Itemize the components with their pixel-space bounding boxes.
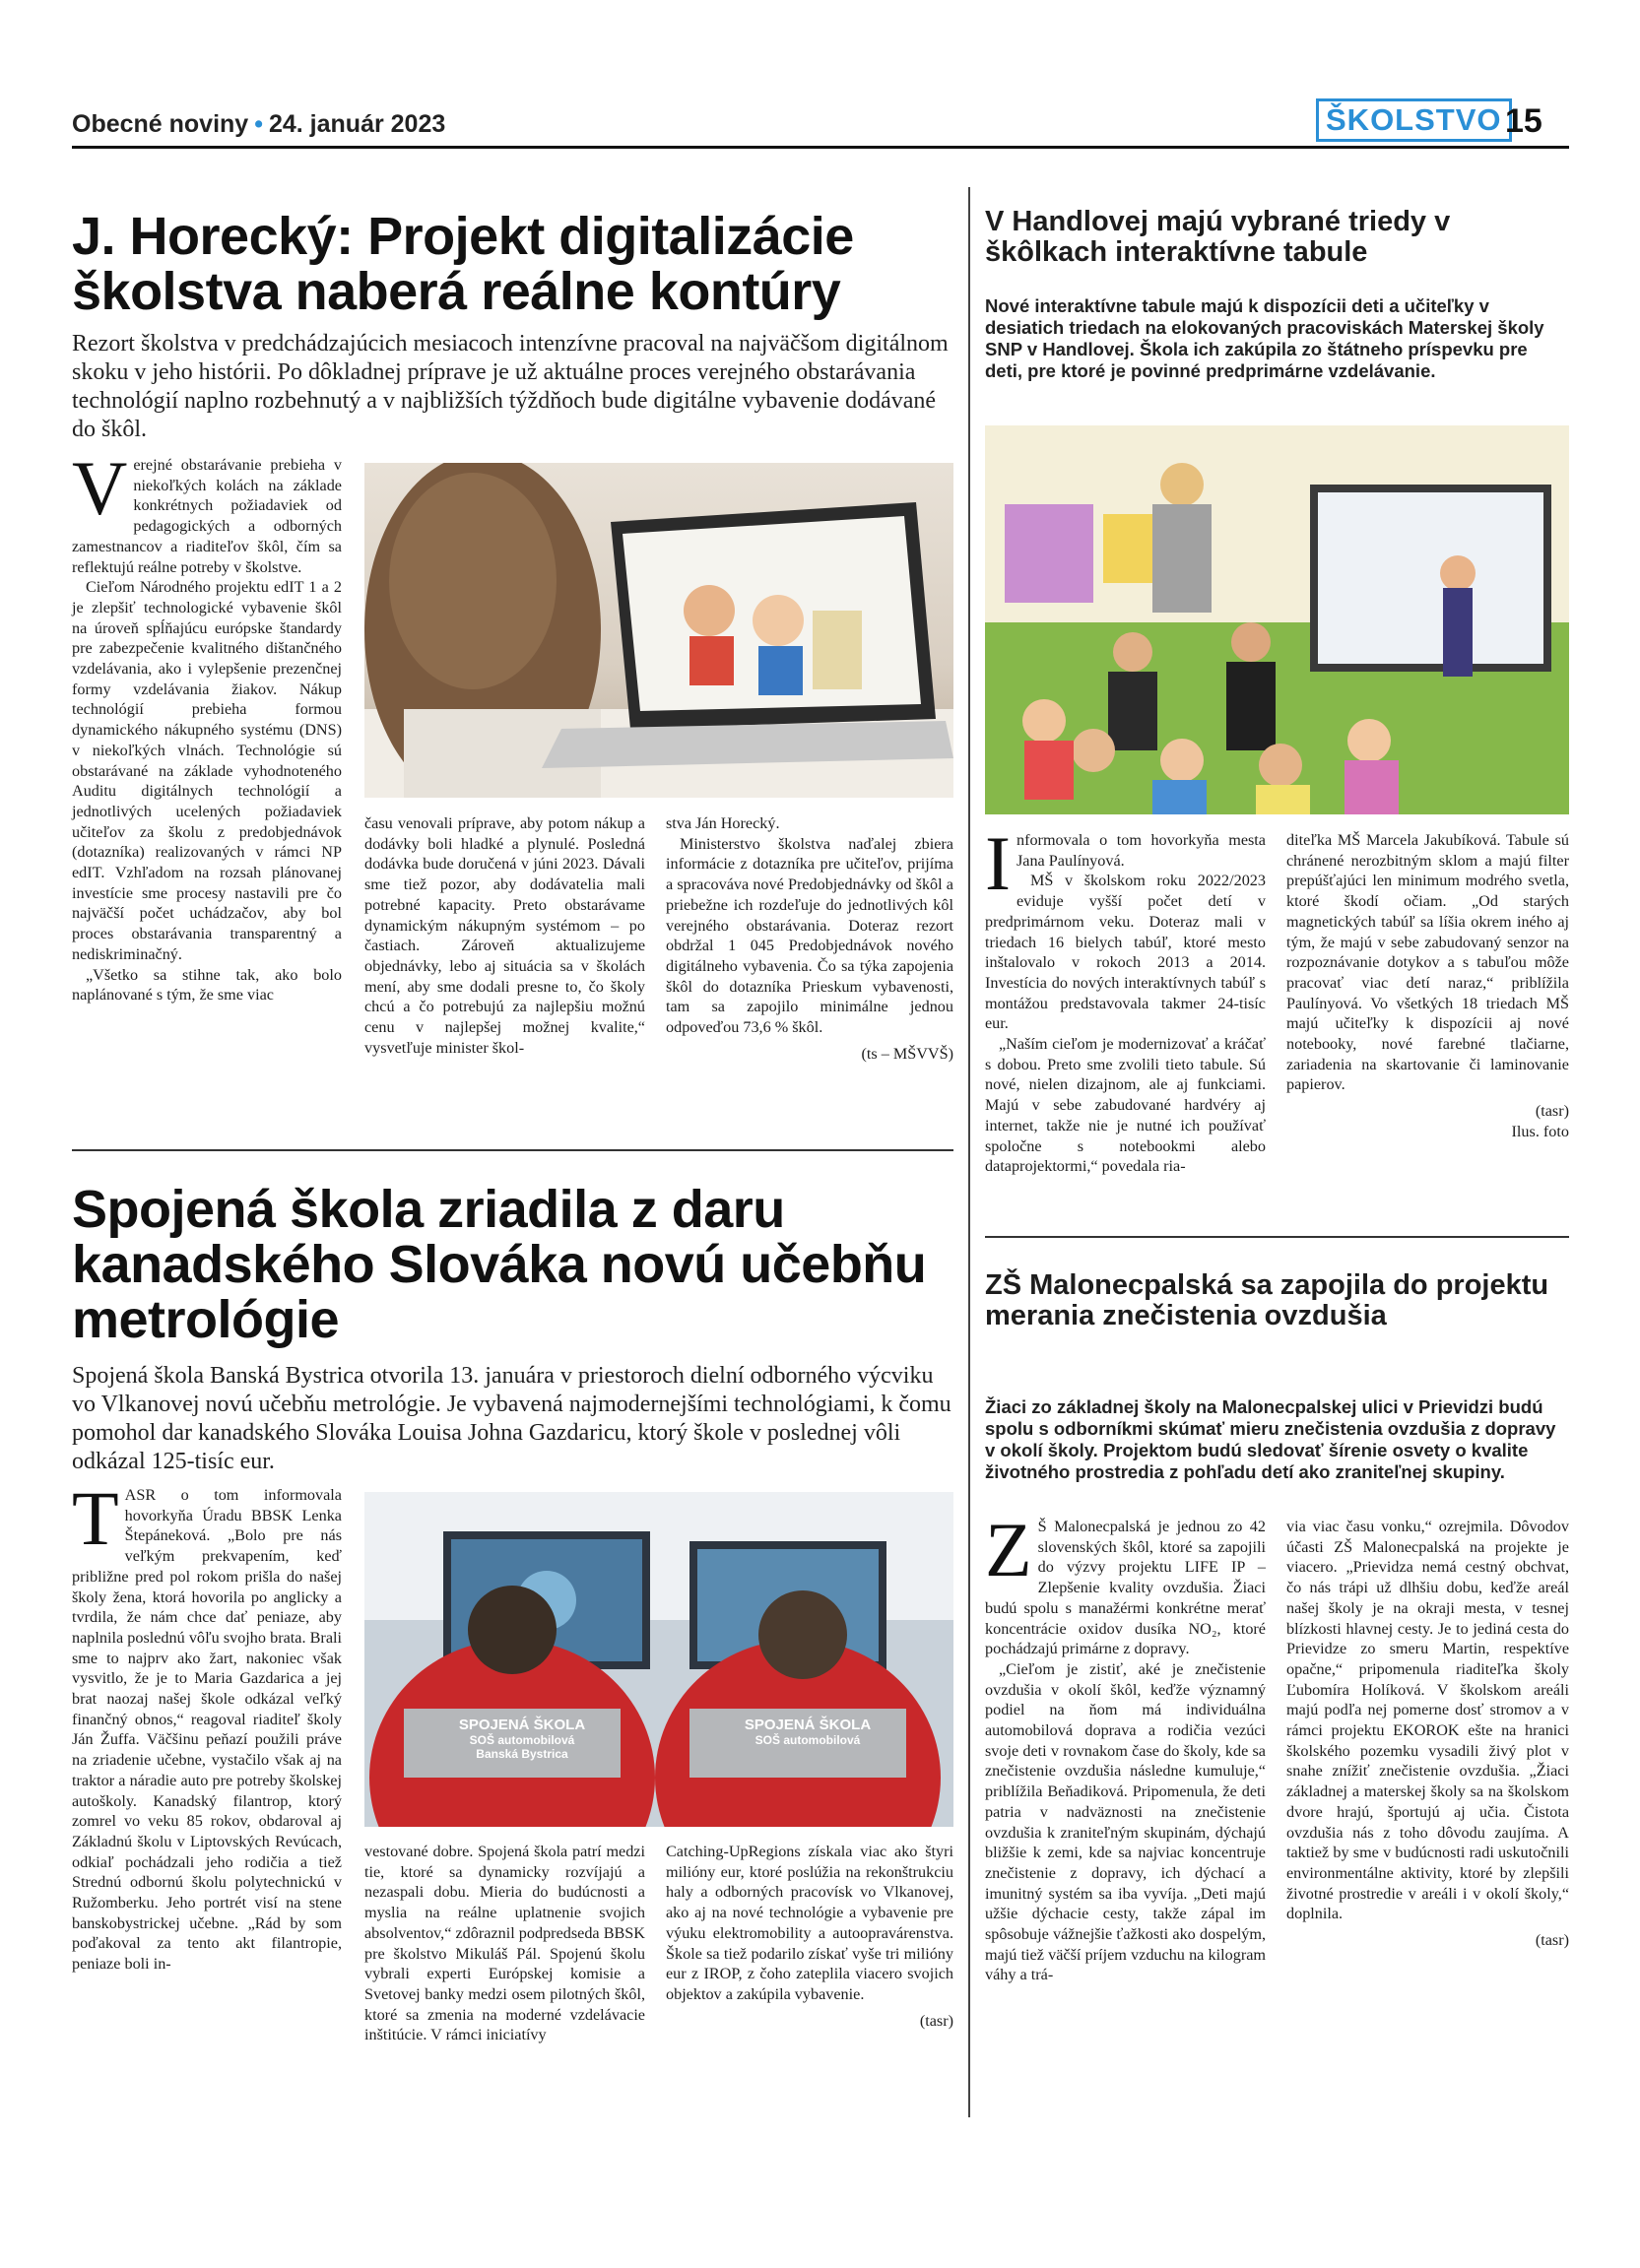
masthead: [72, 110, 445, 139]
article3-column-1: [72, 1475, 342, 1975]
article1-paragraph: [72, 445, 342, 577]
article2-paragraph: diteľka MŠ Marcela Jakubíková. Tabule sú chránené nerozbitným sklom a majú filter prepúšťajúci len minimum modrého svetla, ktoré škodí očiam. „Od starých magnetických tabúľ sa líšia okrem iného aj tým, že majú v sebe zabudovaný senzor na rozpoznávanie dotykov a s tabuľou môže pracovať viac detí naraz,“ priblížila Paulínyová. Vo všetkých 18 triedach MŠ majú učiteľky k dispozícii aj nové notebooky, nové farebné tlačiarne, zariadenia na skartovanie či laminovanie papierov.: [1286, 831, 1569, 1094]
jacket-text-left: [433, 1717, 611, 1761]
separator-dot: •: [254, 110, 263, 138]
page-header: [72, 98, 1569, 148]
article1-paragraph: Cieľom Národného projektu edIT 1 a 2 je zlepšiť technologické vybavenie škôl na úroveň spĺňajúcu európske štandardy pre zabezpečenie kvalitného dištančného vzdelávania, ako i vylepšenie prezenčnej formy vzdelávania žiakov. Nákup technológií prebieha formou dynamického nákupného systému (DNS) v niekoľkých vlnách. Technológie sú obstarávané na základe vyhodnoteného Auditu digitálnych technológií a jednotlivých ucelených požiadaviek učiteľov za školu z predobjednávok (dotazníka) realizovaných v rámci NP edIT. Vzhľadom na rozsah plánovanej investície sme procesy nastavili pre čo najväčší počet uchádzačov, aby bol proces obstarávania transparentný a nediskriminačný.: [72, 578, 342, 963]
article3-lead: Spojená škola Banská Bystrica otvorila 13. januára v priestoroch dielní odborného výcviku vo Vlkanovej novú učebňu metrológie. Je vybavená najmodernejšími technológiami, k čomu pomohol dar kanadského Slováka Louisa Johna Gazdaricu, ktorý škole v poslednej vôli odkázal 125-tisíc eur.: [72, 1363, 951, 1474]
article1-lead: Rezort školstva v predchádzajúcich mesiacoch intenzívne pracoval na najväčšom digitálnom skoku v jeho histórii. Po dôkladnej príprave je už aktuálne proces verejného obstarávania technológií naplno rozbehnutý a v najbližších týždňoch bude digitálne vybavenie dodávané do škôl.: [72, 331, 949, 442]
article1-headline: J. Horecký: Projekt digitalizácie školstva naberá reálne kontúry: [72, 207, 854, 321]
issue-date: 24. január 2023: [268, 110, 446, 138]
section-label: ŠKOLSTVO: [1316, 98, 1512, 142]
article3-headline: Spojená škola zriadila z daru kanadského Slováka novú učebňu metrológie: [72, 1180, 927, 1349]
article-divider-right: [985, 1236, 1569, 1238]
jacket-line: SPOJENÁ ŠKOLA: [744, 1717, 872, 1733]
photo-credit: Ilus. foto: [1511, 1122, 1569, 1140]
article3-column-2: [364, 1842, 645, 2045]
article2-perex: Nové interaktívne tabule majú k dispozícii deti a učiteľky v desiatich triedach na elokovaných pracoviskách Materskej školy SNP v Handlovej. Škola ich zakúpila zo štátneho príspevku pre deti, pre ktoré je povinné predprimárne vzdelávanie.: [985, 295, 1544, 381]
paragraph-text: nformovala o tom hovorkyňa mesta Jana Paulínyová.: [1016, 831, 1266, 870]
laptop-photo-illustration: [364, 463, 953, 798]
article2-credit: (tasr): [1535, 1102, 1569, 1121]
jacket-line: SPOJENÁ ŠKOLA: [458, 1717, 586, 1733]
workshop-photo-illustration: [364, 1492, 953, 1827]
jacket-line: SOŠ automobilová: [754, 1733, 861, 1747]
article2-paragraph: [985, 820, 1266, 906]
jacket-text-right: [719, 1717, 896, 1747]
article3-column-3: [666, 1842, 953, 2031]
article4-paragraph: „Cieľom je zistiť, aké je znečistenie ovzdušia v okolí škôl, keďže významný podiel na ňom má individuálna automobilová doprava a rodičia vezúci svoje deti v rovnakom čase do školy, kde sa znečistenie ovzdušia následne kumuluje,“ priblížila Beňadiková. Pripomenula, že deti patria v nadväznosti na znečistenie ovzdušia k zraniteľným skupinám, dýchajú bližšie k zemi, kde sa najviac koncentruje znečistenie z dopravy, ich dýchací a imunitný systém sa iba vyvíja. „Deti majú užšie dýchacie cesty, takže zápal im spôsobuje vážnejšie ťažkosti ako dospelým, majú tiež väčší príjem vzduchu na kilogram váhy a trá-: [985, 1659, 1266, 1984]
article1-paragraph: stva Ján Horecký.: [666, 814, 780, 832]
header-rule: [72, 146, 1569, 149]
article4-column-1: [985, 1507, 1266, 1985]
paper-name: Obecné noviny: [72, 110, 249, 138]
paragraph-text: ASR o tom informovala hovorkyňa Úradu BBSK Lenka Štepáneková. „Bolo pre nás veľkým prekvapením, keď približne pred pol rokom prišla do našej školy žena, ktorá hovorila po anglicky a tvrdila, že nám chce dať peniaze, aby naplnila poslednú vôľu svojho brata. Brali sme to najprv ako žart, nakoniec však vysvitlo, že je to Maria Gazdarica a jej brat naozaj našej škole odkázal veľký finančný obnos,“ reagoval riaditeľ školy Ján Žuffa. Väčšinu peňazí použili práve na zriadenie učebne, vystačilo však aj na traktor a náradie auto pre potreby školskej autoškoly. Kanadský filantrop, ktorý zomrel vo veku 85 rokov, obdaroval aj Základnú školu v Liptovských Revúcach, odkiaľ pochádzali jeho rodičia a tiež Strednú odbornú školu polytechnickú v Ružomberku. Jeho portrét visí na stene banskobystrickej učebne. „Rád by som poďakoval za tento akt filantropie, peniaze boli in-: [72, 1486, 342, 1974]
page-number: 15: [1505, 102, 1542, 140]
article4-headline: ZŠ Malonecpalská sa zapojila do projektu merania znečistenia ovzdušia: [985, 1269, 1549, 1331]
jacket-line: Banská Bystrica: [476, 1747, 568, 1761]
workshop-photo: [364, 1492, 953, 1827]
jacket-line: SOŠ automobilová: [469, 1733, 575, 1747]
paragraph-text: Š Malonecpalská je jednou zo 42 slovenských škôl, ktoré sa zapojili do výzvy projektu LIFE IP – Zlepšenie kvality ovzdušia. Žiaci budú spolu s manažérmi konkrétne merať koncentrácie oxidov dusíka NO₂, ktoré pochádzajú primárne z dopravy.: [985, 1518, 1266, 1658]
classroom-photo-illustration: [985, 425, 1569, 814]
article1-column-1: [72, 445, 342, 1005]
dropcap: Z: [985, 1507, 1032, 1592]
article-divider-left: [72, 1149, 953, 1151]
article1-paragraph: času venovali príprave, aby potom nákup a dodávky boli hladké a plynulé. Posledná dodávka bude doručená v júni 2023. Dávali sme tiež pozor, aby dodávatelia mali potrebné kapacity. Preto obstarávame dynamickým nákupným systémom – po častiach. Zároveň aktualizujeme objednávky, lebo aj situácia sa v školách mení, aby sme dodali presne to, čo školy chcú a čo potrebujú za najlepšiu možnú cenu v najlepšej možnej kvalite,“ vysvetľuje minister škol-: [364, 814, 645, 1057]
article4-credit: (tasr): [1535, 1931, 1569, 1950]
article4-column-2: [1286, 1517, 1569, 1951]
article2-paragraph: MŠ v školskom roku 2022/2023 eviduje vyšší počet detí v predprimárnom veku. Doteraz mali v triedach 16 bielych tabúľ, ktoré mesto inštalovalo v rokoch 2013 a 2014. Investícia do nových interaktívnych tabúľ s montážou predstavovala takmer 24-tisíc eur.: [985, 872, 1266, 1033]
article3-paragraph: [72, 1475, 342, 1975]
article4-paragraph: via viac času vonku,“ ozrejmila. Dôvodov účasti ZŠ Malonecpalská na projekte je viacero. „Prievidza nemá cestný obchvat, čo nás trápi už dlhšiu dobu, keďže areál našej školy je na okraji mesta, v tesnej blízkosti hlavnej cesty. Je to jediná cesta do Prievidze zo smeru Martin, respektíve opačne,“ pripomenula riaditeľka školy Ľubomíra Holíková. V školskom areáli majú podľa nej pomerne dosť stromov a v rámci projektu EKOROK ešte na hranici školského pozemku vysadili živý plot v snahe znížiť znečistenie ovzdušia. „Žiaci základnej a materskej školy sa na školskom dvore hrajú, športujú aj učia. Čistota ovzdušia nás z toho dôvodu zaujíma. A taktiež by sme v budúcnosti radi uskutočnili environmentálne aktivity, ktoré by zlepšili životné prostredie v areáli i v okolí školy,“ doplnila.: [1286, 1518, 1569, 1923]
article1-column-2: [364, 813, 645, 1058]
dropcap: T: [72, 1475, 119, 1561]
article1-column-3: [666, 813, 953, 1064]
classroom-photo: [985, 425, 1569, 814]
paragraph-text: erejné obstarávanie prebieha v niekoľkých kolách na základe konkrétnych požiadaviek od pedagogických a odborných zamestnancov a riaditeľov škôl, čím sa reflektujú reálne potreby v školstve.: [72, 456, 342, 576]
article2-paragraph: „Naším cieľom je modernizovať a kráčať s dobou. Preto sme zvolili tieto tabule. Sú nové, nielen dizajnom, ale aj funkciami. Majú v sebe zabudované hardvéry aj internet, takže nie je nutné ich používať spoločne s notebookmi alebo dataprojektormi,“ povedala ria-: [985, 1035, 1266, 1176]
article4-paragraph: [985, 1507, 1266, 1659]
article2-column-2: [1286, 830, 1569, 1142]
laptop-photo: [364, 463, 953, 798]
column-divider: [968, 187, 970, 2117]
article1-paragraph: Ministerstvo školstva naďalej zbiera informácie z dotazníka pre učiteľov, prijíma a spracováva nové Predobjednávky od škôl a priebežne ich rozdeľuje do jednotlivých kôl verejného obstarávania. Doteraz rezort obdržal 1 045 Predobjednávok nového digitálneho vybavenia. Čo sa týka zapojenia škôl do dotazníka Prieskum vybavenosti, tam sa zapojilo minimálne jednou odpoveďou 73,6 % škôl.: [666, 834, 953, 1037]
dropcap: I: [985, 820, 1011, 906]
dropcap: V: [72, 445, 128, 531]
article1-credit: (ts – MŠVVŠ): [861, 1044, 953, 1063]
article3-paragraph: vestované dobre. Spojená škola patrí medzi tie, ktoré sa dynamicky rozvíjajú a nezaspali dobu. Mieria do budúcnosti a myslia na reálne uplatnenie svojich absolventov,“ zdôraznil podpredseda BBSK pre školstvo Mikuláš Pál. Spojenú školu vybrali experti Európskej komisie a Svetovej banky medzi osem pilotných škôl, ktoré sa zmenia na moderné vzdelávacie inštitúcie. V rámci iniciatívy: [364, 1843, 645, 2044]
article1-paragraph: „Všetko sa stihne tak, ako bolo naplánované s tým, že sme viac: [72, 965, 342, 1004]
article3-paragraph: Catching-UpRegions získala viac ako štyri milióny eur, ktoré poslúžia na rekonštrukciu haly a odborných pracovísk vo Vlkanovej, ako aj na nové technológie a vybavenie pre výuku elektromobility a autoopravárenstva. Škole sa tiež podarilo získať vyše tri milióny eur z IROP, z čoho zateplila viacero svojich objektov a zakúpila vybavenie.: [666, 1843, 953, 2003]
article4-perex: Žiaci zo základnej školy na Malonecpalskej ulici v Prievidzi budú spolu s odborníkmi skúmať mieru znečistenia ovzdušia z dopravy v okolí školy. Projektom budú sledovať šírenie osvety o kvalite životného prostredia z pohľadu detí ako zraniteľnej skupiny.: [985, 1396, 1556, 1482]
article2-column-1: [985, 820, 1266, 1177]
article2-headline: V Handlovej majú vybrané triedy v škôlkach interaktívne tabule: [985, 206, 1451, 268]
article3-credit: (tasr): [919, 2011, 953, 2030]
